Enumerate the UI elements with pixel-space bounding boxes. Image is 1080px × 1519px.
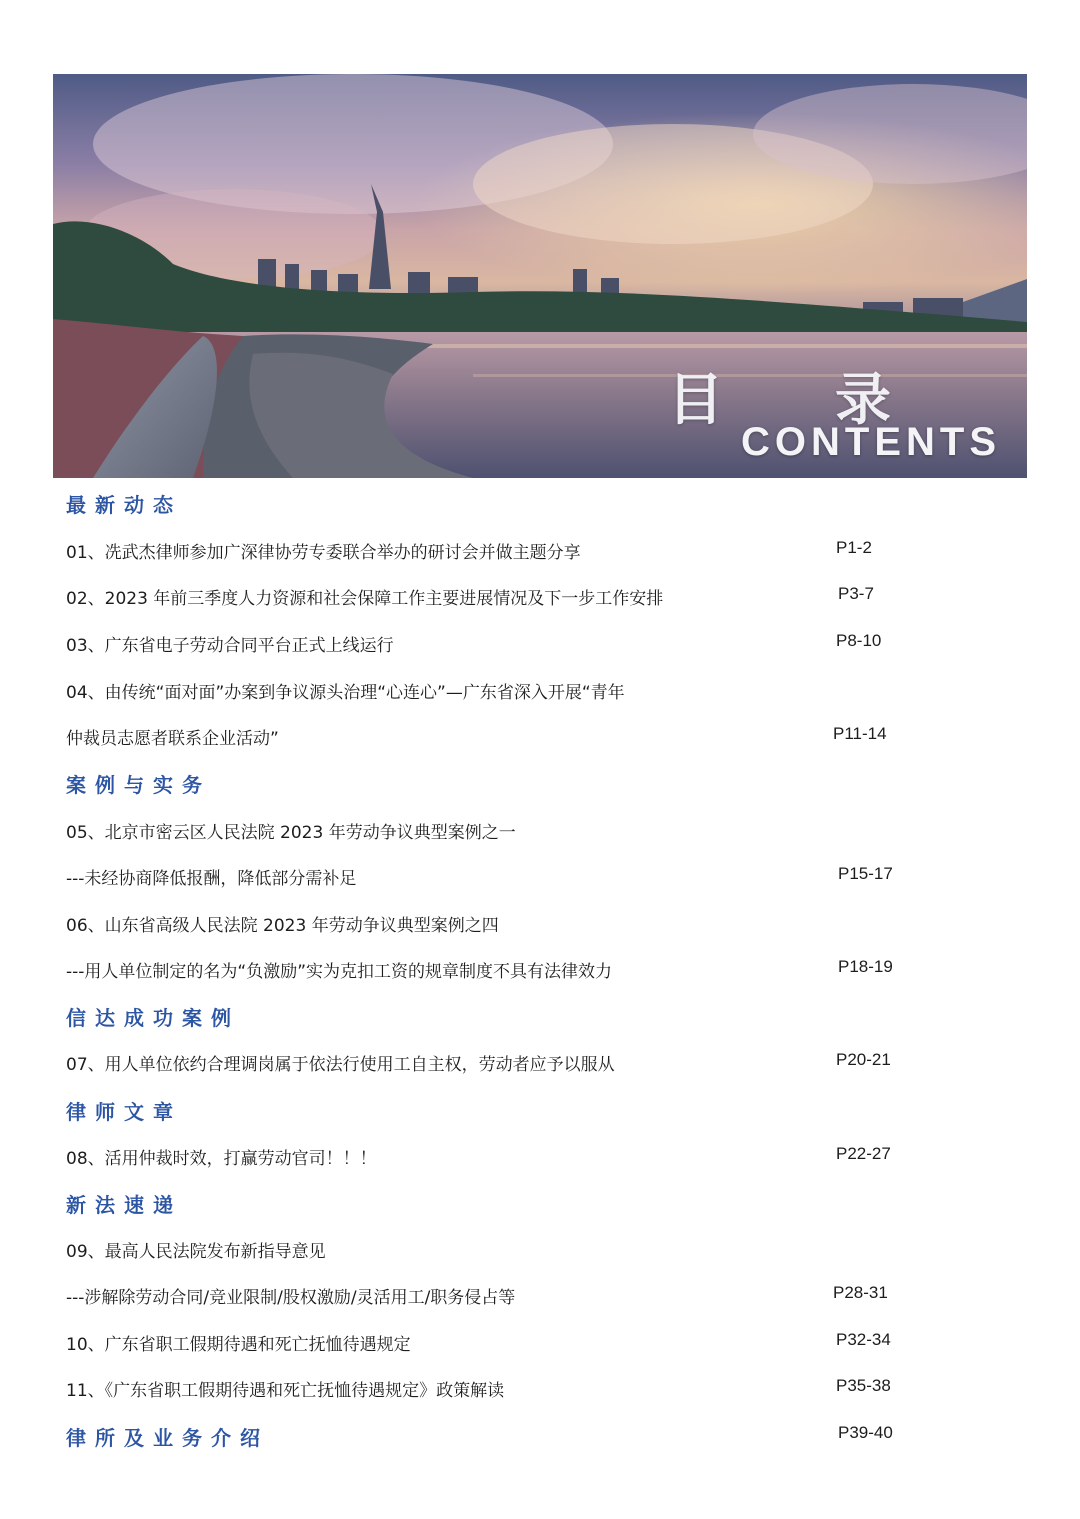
toc-page-07: P20-21 xyxy=(836,1050,891,1069)
banner-title-chinese: 目 录 xyxy=(667,368,937,433)
section-heading-lawyer-articles: 律师文章 xyxy=(66,1100,182,1124)
toc-entry-06-line1[interactable]: 06、山东省高级人民法院 2023 年劳动争议典型案例之四 xyxy=(66,916,499,936)
toc-entry-07[interactable]: 07、用人单位依约合理调岗属于依法行使用工自主权，劳动者应予以服从 xyxy=(66,1055,615,1075)
toc-page-05: P15-17 xyxy=(838,864,893,883)
section-heading-cases: 案例与实务 xyxy=(66,773,211,797)
toc-page-02: P3-7 xyxy=(838,584,874,603)
toc-page-11: P35-38 xyxy=(836,1376,891,1395)
toc-page-10: P32-34 xyxy=(836,1330,891,1349)
section-heading-success-cases: 信达成功案例 xyxy=(66,1006,240,1030)
toc-page-03: P8-10 xyxy=(836,631,882,650)
toc-entry-05-line2[interactable]: ---未经协商降低报酬，降低部分需补足 xyxy=(66,869,357,889)
toc-entry-04-line2[interactable]: 仲裁员志愿者联系企业活动” xyxy=(66,729,279,749)
toc-entry-09-line2[interactable]: ---涉解除劳动合同/竞业限制/股权激励/灵活用工/职务侵占等 xyxy=(66,1288,516,1308)
toc-entry-01[interactable]: 01、冼武杰律师参加广深律协劳专委联合举办的研讨会并做主题分享 xyxy=(66,543,581,563)
toc-entry-10[interactable]: 10、广东省职工假期待遇和死亡抚恤待遇规定 xyxy=(66,1335,411,1355)
toc-entry-04-line1[interactable]: 04、由传统“面对面”办案到争议源头治理“心连心”—广东省深入开展“青年 xyxy=(66,683,625,703)
toc-entry-02[interactable]: 02、2023 年前三季度人力资源和社会保障工作主要进展情况及下一步工作安排 xyxy=(66,589,664,609)
toc-entry-05-line1[interactable]: 05、北京市密云区人民法院 2023 年劳动争议典型案例之一 xyxy=(66,823,516,843)
toc-entry-09-line1[interactable]: 09、最高人民法院发布新指导意见 xyxy=(66,1242,326,1262)
toc-page-01: P1-2 xyxy=(836,538,872,557)
toc-page-06: P18-19 xyxy=(838,957,893,976)
toc-entry-11[interactable]: 11、《广东省职工假期待遇和死亡抚恤待遇规定》政策解读 xyxy=(66,1381,505,1401)
toc-page-firm-intro: P39-40 xyxy=(838,1423,893,1442)
toc-entry-06-line2[interactable]: ---用人单位制定的名为“负激励”实为克扣工资的规章制度不具有法律效力 xyxy=(66,962,613,982)
section-heading-new-laws: 新法速递 xyxy=(66,1193,182,1217)
section-heading-latest-news: 最新动态 xyxy=(66,493,182,517)
section-heading-firm-intro[interactable]: 律所及业务介绍 xyxy=(66,1426,269,1450)
toc-page-08: P22-27 xyxy=(836,1144,891,1163)
toc-page-04: P11-14 xyxy=(833,724,887,743)
toc-entry-03[interactable]: 03、广东省电子劳动合同平台正式上线运行 xyxy=(66,636,394,656)
banner-title-english: CONTENTS xyxy=(741,420,1001,464)
toc-page-09: P28-31 xyxy=(833,1283,888,1302)
toc-entry-08[interactable]: 08、活用仲裁时效，打赢劳动官司！！！ xyxy=(66,1149,377,1169)
